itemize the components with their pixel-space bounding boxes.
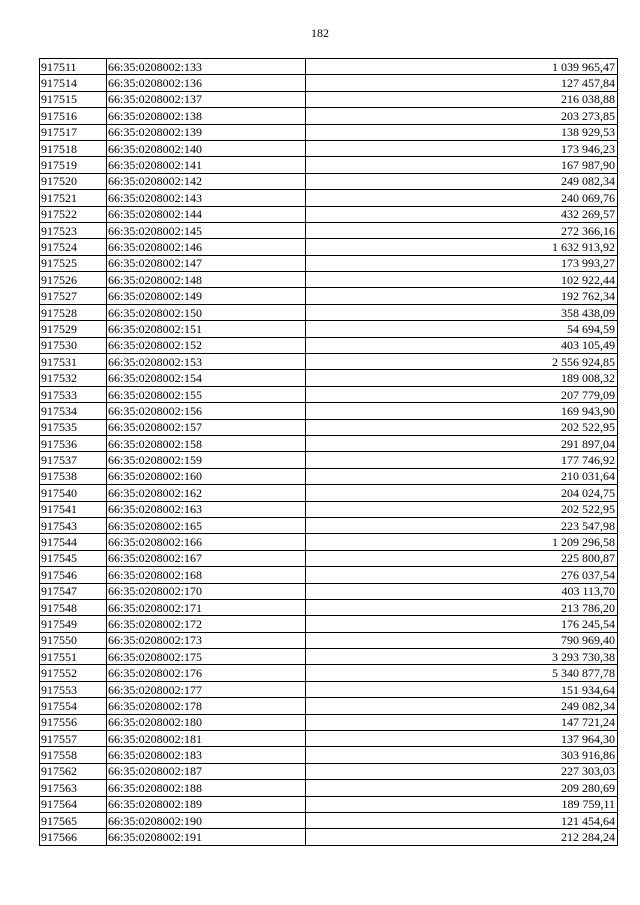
row-id-cell: 917534 [40, 403, 107, 419]
value-cell: 223 547,98 [306, 517, 618, 533]
value-cell: 790 969,40 [306, 632, 618, 648]
value-cell: 403 113,70 [306, 583, 618, 599]
value-cell: 213 786,20 [306, 599, 618, 615]
row-id-cell: 917552 [40, 665, 107, 681]
table-row [40, 75, 618, 91]
row-id-cell: 917519 [40, 157, 107, 173]
cadastral-number-cell: 66:35:0208002:159 [107, 452, 306, 468]
cadastral-number-cell: 66:35:0208002:168 [107, 567, 306, 583]
table-row [40, 206, 618, 222]
cadastral-number-cell: 66:35:0208002:165 [107, 517, 306, 533]
cadastral-number-cell: 66:35:0208002:147 [107, 255, 306, 271]
cadastral-number-cell: 66:35:0208002:145 [107, 222, 306, 238]
table-row [40, 567, 618, 583]
value-cell: 147 721,24 [306, 714, 618, 730]
cadastral-number-cell: 66:35:0208002:191 [107, 829, 306, 845]
table-row [40, 337, 618, 353]
cadastral-number-cell: 66:35:0208002:177 [107, 681, 306, 697]
table-row [40, 681, 618, 697]
row-id-cell: 917556 [40, 714, 107, 730]
cadastral-number-cell: 66:35:0208002:171 [107, 599, 306, 615]
row-id-cell: 917564 [40, 796, 107, 812]
table-row [40, 517, 618, 533]
value-cell: 192 762,34 [306, 288, 618, 304]
value-cell: 54 694,59 [306, 321, 618, 337]
value-cell: 276 037,54 [306, 567, 618, 583]
cadastral-number-cell: 66:35:0208002:141 [107, 157, 306, 173]
cadastral-number-cell: 66:35:0208002:144 [107, 206, 306, 222]
table-row [40, 435, 618, 451]
row-id-cell: 917543 [40, 517, 107, 533]
row-id-cell: 917547 [40, 583, 107, 599]
table-row [40, 780, 618, 796]
row-id-cell: 917526 [40, 272, 107, 288]
value-cell: 358 438,09 [306, 304, 618, 320]
row-id-cell: 917566 [40, 829, 107, 845]
registry-table-body [40, 59, 618, 846]
cadastral-number-cell: 66:35:0208002:137 [107, 91, 306, 107]
row-id-cell: 917514 [40, 75, 107, 91]
row-id-cell: 917544 [40, 534, 107, 550]
cadastral-number-cell: 66:35:0208002:162 [107, 485, 306, 501]
value-cell: 203 273,85 [306, 108, 618, 124]
table-row [40, 91, 618, 107]
value-cell: 432 269,57 [306, 206, 618, 222]
row-id-cell: 917515 [40, 91, 107, 107]
value-cell: 2 556 924,85 [306, 354, 618, 370]
table-row [40, 321, 618, 337]
table-row [40, 419, 618, 435]
row-id-cell: 917535 [40, 419, 107, 435]
value-cell: 202 522,95 [306, 501, 618, 517]
value-cell: 303 916,86 [306, 747, 618, 763]
cadastral-number-cell: 66:35:0208002:146 [107, 239, 306, 255]
table-row [40, 731, 618, 747]
value-cell: 121 454,64 [306, 812, 618, 828]
value-cell: 204 024,75 [306, 485, 618, 501]
table-row [40, 550, 618, 566]
table-row [40, 403, 618, 419]
cadastral-number-cell: 66:35:0208002:178 [107, 698, 306, 714]
cadastral-number-cell: 66:35:0208002:157 [107, 419, 306, 435]
row-id-cell: 917554 [40, 698, 107, 714]
cadastral-number-cell: 66:35:0208002:187 [107, 763, 306, 779]
value-cell: 5 340 877,78 [306, 665, 618, 681]
table-row [40, 583, 618, 599]
cadastral-number-cell: 66:35:0208002:160 [107, 468, 306, 484]
table-row [40, 485, 618, 501]
table-row [40, 370, 618, 386]
row-id-cell: 917538 [40, 468, 107, 484]
cadastral-number-cell: 66:35:0208002:167 [107, 550, 306, 566]
row-id-cell: 917530 [40, 337, 107, 353]
row-id-cell: 917563 [40, 780, 107, 796]
value-cell: 240 069,76 [306, 190, 618, 206]
table-row [40, 157, 618, 173]
value-cell: 249 082,34 [306, 173, 618, 189]
row-id-cell: 917533 [40, 386, 107, 402]
cadastral-number-cell: 66:35:0208002:149 [107, 288, 306, 304]
cadastral-number-cell: 66:35:0208002:158 [107, 435, 306, 451]
value-cell: 127 457,84 [306, 75, 618, 91]
value-cell: 212 284,24 [306, 829, 618, 845]
row-id-cell: 917553 [40, 681, 107, 697]
table-row [40, 59, 618, 75]
table-row [40, 452, 618, 468]
value-cell: 3 293 730,38 [306, 649, 618, 665]
table-row [40, 714, 618, 730]
cadastral-number-cell: 66:35:0208002:136 [107, 75, 306, 91]
value-cell: 291 897,04 [306, 435, 618, 451]
row-id-cell: 917562 [40, 763, 107, 779]
cadastral-number-cell: 66:35:0208002:151 [107, 321, 306, 337]
row-id-cell: 917536 [40, 435, 107, 451]
row-id-cell: 917511 [40, 59, 107, 75]
table-row [40, 288, 618, 304]
value-cell: 1 632 913,92 [306, 239, 618, 255]
table-row [40, 222, 618, 238]
cadastral-number-cell: 66:35:0208002:148 [107, 272, 306, 288]
table-row [40, 763, 618, 779]
row-id-cell: 917529 [40, 321, 107, 337]
value-cell: 225 800,87 [306, 550, 618, 566]
table-row [40, 190, 618, 206]
row-id-cell: 917520 [40, 173, 107, 189]
value-cell: 207 779,09 [306, 386, 618, 402]
value-cell: 227 303,03 [306, 763, 618, 779]
cadastral-number-cell: 66:35:0208002:163 [107, 501, 306, 517]
value-cell: 151 934,64 [306, 681, 618, 697]
cadastral-number-cell: 66:35:0208002:173 [107, 632, 306, 648]
row-id-cell: 917537 [40, 452, 107, 468]
cadastral-number-cell: 66:35:0208002:140 [107, 140, 306, 156]
row-id-cell: 917548 [40, 599, 107, 615]
table-row [40, 354, 618, 370]
table-row [40, 386, 618, 402]
table-row [40, 599, 618, 615]
row-id-cell: 917540 [40, 485, 107, 501]
row-id-cell: 917522 [40, 206, 107, 222]
cadastral-number-cell: 66:35:0208002:181 [107, 731, 306, 747]
row-id-cell: 917551 [40, 649, 107, 665]
table-row [40, 304, 618, 320]
value-cell: 1 209 296,58 [306, 534, 618, 550]
table-row [40, 239, 618, 255]
row-id-cell: 917523 [40, 222, 107, 238]
value-cell: 137 964,30 [306, 731, 618, 747]
registry-table [39, 58, 618, 846]
row-id-cell: 917516 [40, 108, 107, 124]
row-id-cell: 917521 [40, 190, 107, 206]
table-row [40, 534, 618, 550]
table-row [40, 812, 618, 828]
row-id-cell: 917524 [40, 239, 107, 255]
table-row [40, 140, 618, 156]
row-id-cell: 917565 [40, 812, 107, 828]
cadastral-number-cell: 66:35:0208002:183 [107, 747, 306, 763]
table-row [40, 468, 618, 484]
cadastral-number-cell: 66:35:0208002:180 [107, 714, 306, 730]
row-id-cell: 917517 [40, 124, 107, 140]
value-cell: 202 522,95 [306, 419, 618, 435]
cadastral-number-cell: 66:35:0208002:155 [107, 386, 306, 402]
row-id-cell: 917518 [40, 140, 107, 156]
row-id-cell: 917528 [40, 304, 107, 320]
cadastral-number-cell: 66:35:0208002:139 [107, 124, 306, 140]
table-row [40, 796, 618, 812]
value-cell: 167 987,90 [306, 157, 618, 173]
row-id-cell: 917531 [40, 354, 107, 370]
cadastral-number-cell: 66:35:0208002:189 [107, 796, 306, 812]
table-row [40, 108, 618, 124]
value-cell: 403 105,49 [306, 337, 618, 353]
table-row [40, 501, 618, 517]
row-id-cell: 917527 [40, 288, 107, 304]
value-cell: 177 746,92 [306, 452, 618, 468]
row-id-cell: 917545 [40, 550, 107, 566]
value-cell: 189 759,11 [306, 796, 618, 812]
value-cell: 272 366,16 [306, 222, 618, 238]
cadastral-number-cell: 66:35:0208002:138 [107, 108, 306, 124]
table-row [40, 616, 618, 632]
row-id-cell: 917550 [40, 632, 107, 648]
cadastral-number-cell: 66:35:0208002:153 [107, 354, 306, 370]
table-row [40, 272, 618, 288]
value-cell: 138 929,53 [306, 124, 618, 140]
value-cell: 169 943,90 [306, 403, 618, 419]
row-id-cell: 917546 [40, 567, 107, 583]
cadastral-number-cell: 66:35:0208002:142 [107, 173, 306, 189]
table-row [40, 649, 618, 665]
cadastral-number-cell: 66:35:0208002:133 [107, 59, 306, 75]
row-id-cell: 917541 [40, 501, 107, 517]
row-id-cell: 917557 [40, 731, 107, 747]
table-row [40, 255, 618, 271]
cadastral-number-cell: 66:35:0208002:175 [107, 649, 306, 665]
value-cell: 249 082,34 [306, 698, 618, 714]
table-row [40, 632, 618, 648]
value-cell: 173 993,27 [306, 255, 618, 271]
value-cell: 173 946,23 [306, 140, 618, 156]
value-cell: 176 245,54 [306, 616, 618, 632]
cadastral-number-cell: 66:35:0208002:156 [107, 403, 306, 419]
page-number: 182 [311, 26, 329, 40]
cadastral-number-cell: 66:35:0208002:152 [107, 337, 306, 353]
table-row [40, 173, 618, 189]
cadastral-number-cell: 66:35:0208002:188 [107, 780, 306, 796]
cadastral-number-cell: 66:35:0208002:170 [107, 583, 306, 599]
cadastral-number-cell: 66:35:0208002:172 [107, 616, 306, 632]
row-id-cell: 917532 [40, 370, 107, 386]
value-cell: 189 008,32 [306, 370, 618, 386]
cadastral-number-cell: 66:35:0208002:166 [107, 534, 306, 550]
cadastral-number-cell: 66:35:0208002:150 [107, 304, 306, 320]
table-row [40, 665, 618, 681]
cadastral-number-cell: 66:35:0208002:190 [107, 812, 306, 828]
row-id-cell: 917525 [40, 255, 107, 271]
value-cell: 216 038,88 [306, 91, 618, 107]
row-id-cell: 917549 [40, 616, 107, 632]
value-cell: 210 031,64 [306, 468, 618, 484]
cadastral-number-cell: 66:35:0208002:154 [107, 370, 306, 386]
value-cell: 102 922,44 [306, 272, 618, 288]
cadastral-number-cell: 66:35:0208002:143 [107, 190, 306, 206]
cadastral-number-cell: 66:35:0208002:176 [107, 665, 306, 681]
value-cell: 1 039 965,47 [306, 59, 618, 75]
table-row [40, 747, 618, 763]
table-row [40, 124, 618, 140]
table-row [40, 698, 618, 714]
value-cell: 209 280,69 [306, 780, 618, 796]
table-row [40, 829, 618, 845]
row-id-cell: 917558 [40, 747, 107, 763]
